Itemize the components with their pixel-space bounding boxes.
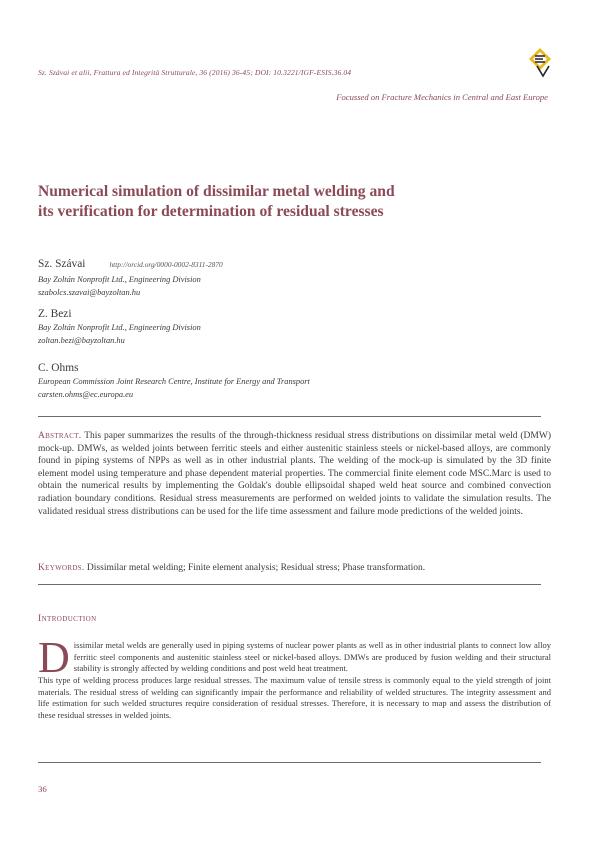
divider-top [38, 416, 541, 417]
paper-title [38, 182, 458, 222]
abstract [38, 430, 551, 518]
author-email[interactable]: zoltan.bezi@bayzoltan.hu [38, 335, 125, 345]
author-affiliation: Bay Zoltán Nonprofit Ltd., Engineering Division [38, 323, 201, 332]
journal-logo-icon [527, 46, 553, 80]
author-name: Z. Bezi [38, 308, 72, 320]
section-heading-introduction: Introduction [38, 613, 97, 624]
divider-bottom [38, 762, 541, 763]
author-block-2 [38, 308, 201, 347]
author-block-1 [38, 254, 223, 299]
author-name: C. Ohms [38, 362, 79, 374]
author-orcid-link[interactable]: http://orcid.org/0000-0002-8311-2870 [109, 260, 223, 269]
intro-paragraph-1: issimilar metal welds are generally used in piping systems of nuclear power plants as well as in other industrial plants to connect low alloy ferritic steel components and austenitic stainless steel or nickel-based alloys. DMWs are produced by fusion welding and their structural stability is strongly affected by welding conditions and post weld heat treatment. [73, 640, 551, 673]
abstract-text: This paper summarizes the results of the through-thickness residual stress distributions on dissimilar metal weld (DMW) mock-up. DMWs, as welded joints between ferritic steels and either austenitic stainless steels or nickel-based alloys, are commonly found in piping systems of NPPs as well as in other industrial plants. The welding of the mock-up is simulated by the 3D finite element model using temperature and phase dependent material properties. The commercial finite element code MSC.Marc is used to obtain the numerical results by implementing the Goldak's double ellipsoidal shaped weld heat source and combined convection radiation boundary conditions. Residual stress measurements are performed on welded joints to validate the simulation results. The validated residual stress distributions can be used for the life time assessment and failure mode predictions of the welded joints. [38, 431, 551, 517]
author-name: Sz. Szávai [38, 258, 86, 270]
abstract-label: Abstract. [38, 431, 82, 441]
title-line-1: Numerical simulation of dissimilar metal welding and [38, 183, 395, 200]
author-email[interactable]: carsten.ohms@ec.europa.eu [38, 389, 134, 399]
drop-cap: D [38, 633, 70, 682]
keywords-text: Dissimilar metal welding; Finite element analysis; Residual stress; Phase transformation. [86, 563, 426, 573]
author-block-3 [38, 362, 310, 401]
introduction-body [38, 633, 551, 721]
intro-paragraph-2: This type of welding process produces large residual stresses. The maximum value of tensile stress is commonly equal to the yield strength of joint materials. The residual stress of welding can significantly impair the performance and reliability of welded structures. The integrity assessment and life estimation for such welded structures require consideration of residual stresses. Therefore, it is necessary to map and assess the distribution of these residual stresses in welded joints. [38, 675, 551, 720]
page-number: 36 [38, 784, 47, 794]
title-line-2: its verification for determination of residual stresses [38, 203, 384, 220]
keywords [38, 562, 551, 575]
author-affiliation: European Commission Joint Research Centre, Institute for Energy and Transport [38, 377, 310, 386]
journal-tagline: Focussed on Fracture Mechanics in Central and East Europe [336, 92, 548, 102]
keywords-label: Keywords. [38, 563, 85, 573]
author-affiliation: Bay Zoltán Nonprofit Ltd., Engineering Division [38, 275, 201, 284]
divider-middle [38, 584, 541, 585]
author-email[interactable]: szabolcs.szavai@bayzoltan.hu [38, 287, 141, 297]
header-citation: Sz. Szávai et alii, Frattura ed Integrità Strutturale, 36 (2016) 36-45; DOI: 10.3221/IGF-ESIS.36.04 [38, 68, 352, 77]
